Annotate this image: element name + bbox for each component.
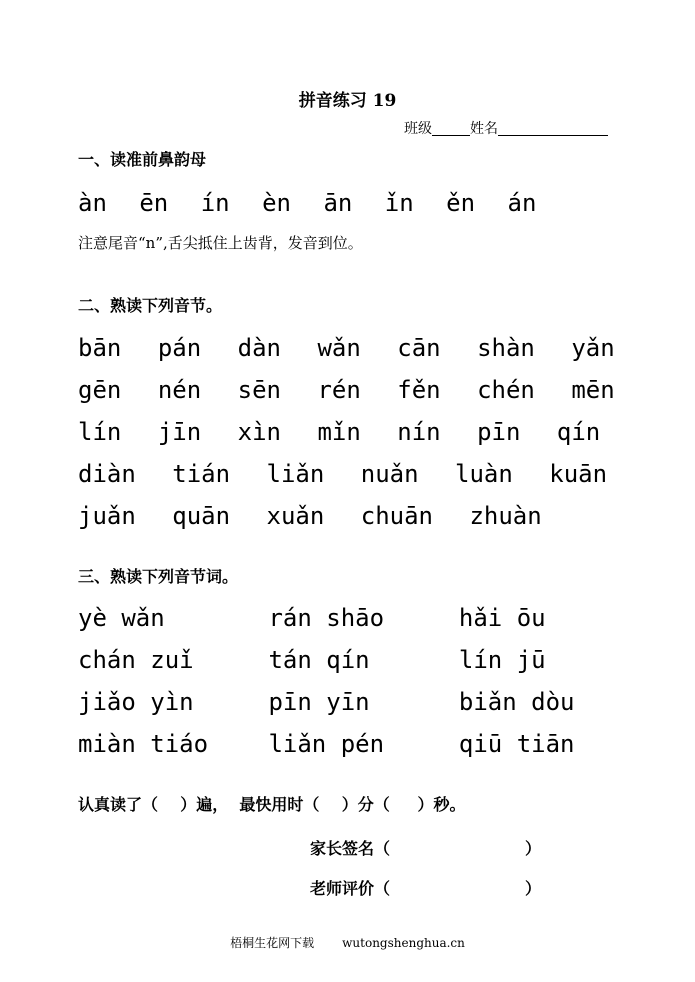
word-row bbox=[78, 730, 635, 772]
section3-word-grid bbox=[78, 604, 635, 772]
syllable: dàn bbox=[237, 334, 281, 362]
syllable: chuān bbox=[360, 502, 433, 530]
syllable: diàn bbox=[78, 460, 136, 488]
site-footer bbox=[0, 934, 695, 951]
syllable: fěn bbox=[397, 376, 441, 404]
syllable: rén bbox=[317, 376, 361, 404]
syllable: pán bbox=[157, 334, 202, 362]
syllable: ín bbox=[200, 189, 230, 217]
word-row bbox=[78, 604, 635, 646]
word: yè wǎn bbox=[78, 604, 165, 632]
name-label: 姓名 bbox=[470, 121, 498, 137]
word: pīn yīn bbox=[268, 688, 370, 716]
syllable: sēn bbox=[237, 376, 281, 404]
word: rán shāo bbox=[268, 604, 385, 632]
syllable-row bbox=[78, 418, 637, 460]
word: jiǎo yìn bbox=[78, 688, 194, 716]
syllable: mēn bbox=[571, 376, 615, 404]
word: tán qín bbox=[268, 646, 370, 674]
syllable: jīn bbox=[157, 418, 202, 446]
syllable: nén bbox=[157, 376, 202, 404]
syllable: àn bbox=[78, 189, 107, 217]
syllable: luàn bbox=[455, 460, 513, 488]
syllable-row bbox=[78, 502, 637, 544]
word: lín jū bbox=[458, 646, 546, 674]
parent-sign-label: 家长签名（ bbox=[310, 839, 391, 858]
syllable: ěn bbox=[446, 189, 476, 217]
syllable: juǎn bbox=[78, 502, 136, 530]
word: chán zuǐ bbox=[78, 646, 194, 674]
site-name: 梧桐生花网下载 bbox=[230, 936, 315, 950]
syllable: bān bbox=[78, 334, 122, 362]
syllable: nuǎn bbox=[360, 460, 419, 488]
syllable: shàn bbox=[477, 334, 535, 362]
teacher-evaluation-line bbox=[310, 876, 541, 899]
syllable: lín bbox=[78, 418, 122, 446]
section1-note: 注意尾音“n”,舌尖抵住上齿背，发音到位。 bbox=[78, 234, 363, 252]
syllable: yǎn bbox=[571, 334, 615, 362]
syllable-row bbox=[78, 460, 637, 502]
syllable: qín bbox=[556, 418, 601, 446]
close-paren: ） bbox=[525, 839, 542, 858]
word: qiū tiān bbox=[458, 730, 575, 758]
syllable-row bbox=[78, 376, 637, 418]
word: liǎn pén bbox=[268, 730, 385, 758]
word: hǎi ōu bbox=[458, 604, 546, 632]
syllable: quān bbox=[172, 502, 231, 530]
syllable: kuān bbox=[549, 460, 608, 488]
student-info-line bbox=[404, 118, 608, 138]
syllable: xuǎn bbox=[266, 502, 325, 530]
name-blank bbox=[498, 121, 608, 136]
syllable: èn bbox=[262, 189, 291, 217]
syllable: án bbox=[507, 189, 537, 217]
syllable: ēn bbox=[139, 189, 169, 217]
class-blank bbox=[432, 121, 470, 136]
syllable: chén bbox=[477, 376, 535, 404]
syllable: liǎn bbox=[266, 460, 325, 488]
word-row bbox=[78, 646, 635, 688]
close-paren: ） bbox=[525, 879, 542, 898]
section2-syllable-grid bbox=[78, 334, 637, 544]
section3-heading: 三、熟读下列音节词。 bbox=[78, 567, 239, 586]
teacher-eval-label: 老师评价（ bbox=[310, 879, 391, 898]
syllable: tián bbox=[172, 460, 231, 488]
syllable: xìn bbox=[237, 418, 281, 446]
syllable-row bbox=[78, 334, 637, 376]
syllable: zhuàn bbox=[469, 502, 542, 530]
syllable: cān bbox=[397, 334, 441, 362]
word-row bbox=[78, 688, 635, 730]
word: miàn tiáo bbox=[78, 730, 209, 758]
syllable: nín bbox=[397, 418, 441, 446]
section2-heading: 二、熟读下列音节。 bbox=[78, 296, 223, 315]
syllable: wǎn bbox=[317, 334, 361, 362]
syllable: gēn bbox=[78, 376, 122, 404]
parent-signature-line bbox=[310, 836, 541, 859]
section1-heading: 一、读准前鼻韵母 bbox=[78, 150, 207, 169]
page-title: 拼音练习 19 bbox=[298, 91, 397, 111]
class-label: 班级 bbox=[404, 121, 432, 137]
syllable: pīn bbox=[477, 418, 521, 446]
syllable: mǐn bbox=[317, 418, 361, 446]
section1-syllables bbox=[78, 189, 554, 217]
word: biǎn dòu bbox=[458, 688, 575, 716]
syllable: ǐn bbox=[384, 189, 414, 217]
site-url: wutongshenghua.cn bbox=[342, 936, 465, 950]
syllable: ān bbox=[323, 189, 353, 217]
reading-record-line: 认真读了（ ）遍， 最快用时（ ）分（ ）秒。 bbox=[78, 795, 466, 814]
